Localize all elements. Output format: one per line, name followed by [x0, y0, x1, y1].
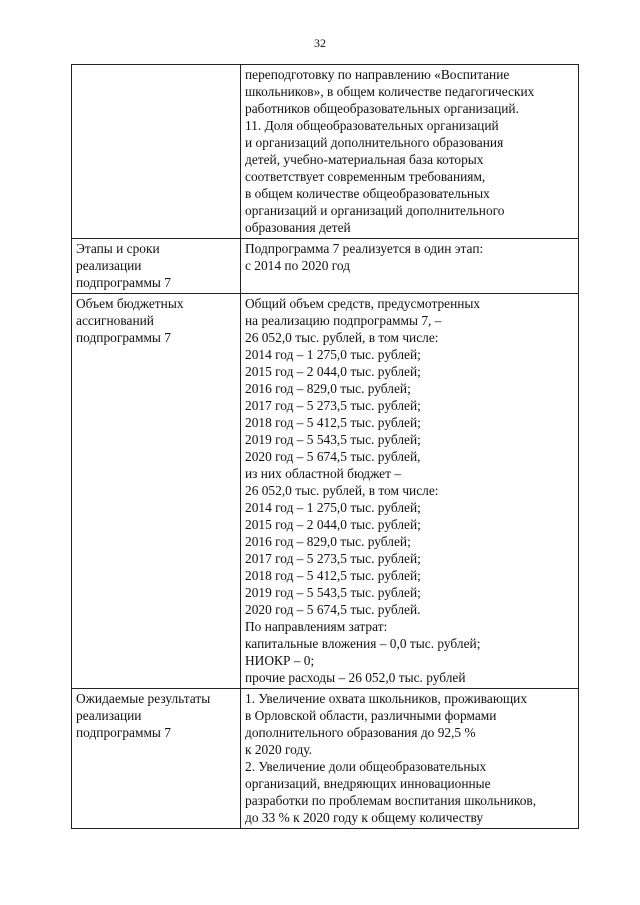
label-line: реализации	[76, 258, 142, 273]
text-line: к 2020 году.	[245, 742, 312, 757]
label-line: подпрограммы 7	[76, 275, 171, 290]
table-row	[72, 65, 579, 239]
text-line: переподготовку по направлению «Воспитание	[245, 67, 510, 82]
text-line: капитальные вложения – 0,0 тыс. рублей;	[245, 636, 481, 651]
row-label-cell	[72, 239, 241, 294]
text-line: 2018 год – 5 412,5 тыс. рублей;	[245, 568, 421, 583]
text-line: прочие расходы – 26 052,0 тыс. рублей	[245, 670, 466, 685]
table-row	[72, 294, 579, 689]
text-line: до 33 % к 2020 году к общему количеству	[245, 810, 484, 825]
text-line: школьников», в общем количестве педагогических	[245, 84, 535, 99]
row-content-cell	[241, 689, 579, 829]
row-content-cell	[241, 294, 579, 689]
label-line: Этапы и сроки	[76, 241, 160, 256]
text-line: 2015 год – 2 044,0 тыс. рублей;	[245, 517, 421, 532]
text-line: в общем количестве общеобразовательных	[245, 186, 490, 201]
row-content-cell	[241, 239, 579, 294]
text-line: 1. Увеличение охвата школьников, проживающих	[245, 691, 528, 706]
row-label-cell	[72, 65, 241, 239]
text-line: Подпрограмма 7 реализуется в один этап:	[245, 241, 484, 256]
text-line: 2018 год – 5 412,5 тыс. рублей;	[245, 415, 421, 430]
text-line: 26 052,0 тыс. рублей, в том числе:	[245, 330, 439, 345]
label-line: Объем бюджетных	[76, 296, 184, 311]
text-line: из них областной бюджет –	[245, 466, 402, 481]
text-line: образования детей	[245, 220, 351, 235]
row-label-cell	[72, 294, 241, 689]
text-line: в Орловской области, различными формами	[245, 708, 497, 723]
text-line: организаций, внедряющих инновационные	[245, 776, 491, 791]
text-line: на реализацию подпрограммы 7, –	[245, 313, 442, 328]
row-content-cell	[241, 65, 579, 239]
label-line: реализации	[76, 708, 142, 723]
text-line: 2014 год – 1 275,0 тыс. рублей;	[245, 500, 421, 515]
text-line: 2020 год – 5 674,5 тыс. рублей,	[245, 449, 421, 464]
text-line: детей, учебно-материальная база которых	[245, 152, 484, 167]
page-number: 32	[314, 36, 326, 50]
text-line: 2020 год – 5 674,5 тыс. рублей.	[245, 602, 421, 617]
text-line: 2016 год – 829,0 тыс. рублей;	[245, 381, 411, 396]
text-line: По направлениям затрат:	[245, 619, 388, 634]
row-label-cell	[72, 689, 241, 829]
text-line: работников общеобразовательных организаций.	[245, 101, 519, 116]
text-line: НИОКР – 0;	[245, 653, 315, 668]
label-line: подпрограммы 7	[76, 330, 171, 345]
table-row	[72, 689, 579, 829]
text-line: 2019 год – 5 543,5 тыс. рублей;	[245, 432, 421, 447]
text-line: 11. Доля общеобразовательных организаций	[245, 118, 499, 133]
text-line: Общий объем средств, предусмотренных	[245, 296, 481, 311]
text-line: дополнительного образования до 92,5 %	[245, 725, 476, 740]
text-line: 2. Увеличение доли общеобразовательных	[245, 759, 487, 774]
text-line: 2017 год – 5 273,5 тыс. рублей;	[245, 398, 421, 413]
text-line: 2015 год – 2 044,0 тыс. рублей;	[245, 364, 421, 379]
text-line: и организаций дополнительного образования	[245, 135, 504, 150]
text-line: разработки по проблемам воспитания школьников,	[245, 793, 537, 808]
table-row	[72, 239, 579, 294]
text-line: 2016 год – 829,0 тыс. рублей;	[245, 534, 411, 549]
text-line: 26 052,0 тыс. рублей, в том числе:	[245, 483, 439, 498]
passport-table	[71, 64, 579, 829]
label-line: ассигнований	[76, 313, 154, 328]
text-line: 2019 год – 5 543,5 тыс. рублей;	[245, 585, 421, 600]
text-line: 2014 год – 1 275,0 тыс. рублей;	[245, 347, 421, 362]
text-line: организаций и организаций дополнительного	[245, 203, 505, 218]
text-line: с 2014 по 2020 год	[245, 258, 351, 273]
label-line: подпрограммы 7	[76, 725, 171, 740]
text-line: соответствует современным требованиям,	[245, 169, 486, 184]
text-line: 2017 год – 5 273,5 тыс. рублей;	[245, 551, 421, 566]
label-line: Ожидаемые результаты	[76, 691, 211, 706]
